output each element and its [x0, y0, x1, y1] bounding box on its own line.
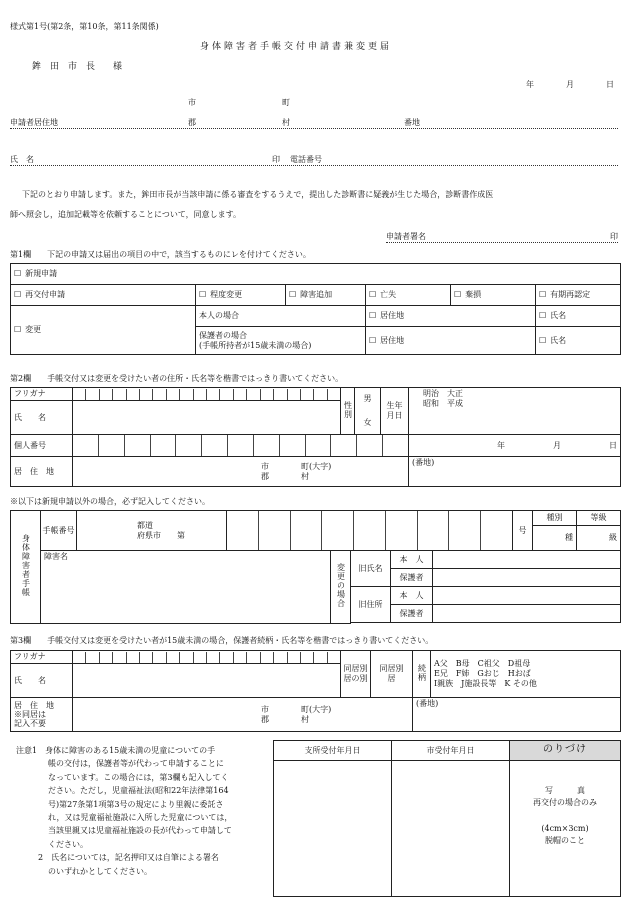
old-address-self-label: 本 人 — [391, 587, 433, 605]
relation-row-1[interactable]: A父 B母 C祖父 D祖母 — [434, 659, 531, 668]
photo-size-label: (4cm×3cm) — [541, 824, 589, 833]
residence-gun: 郡 — [261, 471, 269, 481]
checkbox-icon[interactable] — [369, 311, 380, 320]
guardian-residence-label: 居住地 — [380, 335, 405, 345]
relation-row-2[interactable]: E兄 F姉 Gおじ Hおば — [434, 669, 531, 678]
applicant-address-label: 申請者居住地 — [10, 118, 58, 127]
section1-title: 第1欄 下記の申請又は届出の項目の中で，該当するものにレを付けてください。 — [10, 250, 311, 259]
guardian-residence-label — [11, 698, 73, 732]
city-date-input[interactable] — [392, 761, 510, 897]
checkbox-icon[interactable] — [369, 336, 380, 345]
furigana-label: フリガナ — [11, 388, 73, 401]
address-machi: 町 — [282, 98, 290, 107]
option-change-label: 変更 — [25, 325, 42, 334]
option-change[interactable] — [11, 306, 196, 355]
note-line: ださい。ただし，児童福祉法(昭和22年法律第164 — [48, 786, 229, 796]
form-title: 身体障害者手帳交付申請書兼変更届 — [200, 42, 393, 52]
consent-text-2: 師へ照会し，追加記載等を依頼することについて，同意します。 — [10, 210, 242, 219]
dai-label: 第 — [177, 530, 185, 540]
option-grade-change[interactable] — [196, 285, 286, 306]
personal-no-input[interactable] — [73, 435, 409, 457]
era-heisei[interactable]: 平成 — [447, 399, 463, 408]
checkbox-icon[interactable] — [369, 290, 380, 299]
checkbox-icon[interactable] — [539, 311, 550, 320]
guardian-residence-input[interactable] — [73, 698, 413, 732]
option-disability-add-label: 障害追加 — [300, 290, 333, 299]
grade-input[interactable]: 級 — [577, 525, 621, 550]
section1-table — [10, 263, 621, 355]
sex-label: 性別 — [341, 388, 355, 435]
furigana-input[interactable] — [73, 388, 341, 401]
option-reissue[interactable] — [11, 285, 196, 306]
photo-label: 写 真 — [545, 786, 585, 795]
consent-text-1: 下記のとおり申請します。また，鉾田市長が当該申請に係る審査をするうえで，提出した診断書に疑義が生じた場合，診断書作成医 — [22, 190, 494, 199]
residence-shi: 市 — [261, 461, 269, 471]
note-line: れ，又は児童福祉施設に入所した児童については， — [48, 813, 233, 823]
g-residence-shi: 市 — [261, 704, 269, 714]
name-input[interactable] — [73, 401, 341, 435]
todofuken-label: 都道 — [137, 520, 153, 530]
guardian-name[interactable] — [536, 327, 621, 355]
guardian-case-text: 保護者の場合 — [199, 330, 247, 340]
disability-name-label: 障害名 — [44, 552, 68, 561]
guardian-name-label: 氏 名 — [11, 664, 73, 698]
birth-date-input[interactable] — [409, 435, 621, 457]
option-lost-label: 亡失 — [380, 290, 397, 299]
addressee: 鉾 田 市 長 様 — [32, 62, 123, 72]
address-banchi: 番地 — [404, 118, 420, 127]
checkbox-icon[interactable] — [454, 290, 465, 299]
personal-no-label: 個人番号 — [11, 435, 73, 457]
g-residence-machi: 町(大字) — [301, 704, 332, 714]
birth-day: 日 — [609, 440, 617, 450]
old-name-self-label: 本 人 — [391, 551, 433, 569]
signature-field[interactable] — [386, 242, 618, 243]
section2-table — [10, 387, 621, 487]
checkbox-icon[interactable] — [199, 290, 210, 299]
guardian-furigana-label: フリガナ — [11, 651, 73, 664]
applicant-address-field[interactable] — [10, 128, 618, 129]
checkbox-icon[interactable] — [539, 290, 550, 299]
old-name-guardian-label: 保護者 — [391, 569, 433, 587]
era-taisho[interactable]: 大正 — [447, 389, 463, 398]
old-address-label: 旧住所 — [351, 587, 391, 623]
applicant-name-field[interactable] — [10, 165, 618, 166]
option-damaged[interactable] — [451, 285, 536, 306]
era-meiji[interactable]: 明治 — [423, 389, 439, 398]
old-address-self-input[interactable] — [433, 587, 621, 605]
option-grade-change-label: 程度変更 — [210, 290, 243, 299]
option-renewal[interactable] — [536, 285, 621, 306]
option-lost[interactable] — [366, 285, 451, 306]
address-shi: 市 — [188, 98, 196, 107]
residence-mura: 村 — [301, 471, 309, 481]
section2-title: 第2欄 手帳交付又は変更を受けたい者の住所・氏名等を楷書ではっきり書いてください。 — [10, 374, 344, 383]
note-existing: ※以下は新規申請以外の場合，必ず記入してください。 — [10, 497, 210, 506]
old-name-guardian-input[interactable] — [433, 569, 621, 587]
signature-seal: 印 — [610, 232, 618, 241]
old-name-label: 旧氏名 — [351, 551, 391, 587]
residence-banchi[interactable]: (番地) — [409, 457, 621, 487]
cohabit-input[interactable]: 同居別居 — [371, 651, 413, 698]
section3-title: 第3欄 手帳交付又は変更を受けたい者が15歳未満の場合，保護者続柄・氏名等を楷書ではっきり書いてください。 — [10, 636, 434, 645]
note-line: 号)第27条第1項第3号の規定により里親に委託さ — [48, 799, 224, 809]
applicant-phone-label: 電話番号 — [290, 155, 322, 164]
residence-label: 居 住 地 — [11, 457, 73, 487]
guardian-furigana-input[interactable] — [73, 651, 341, 664]
relation-row-3[interactable]: I親族 J施設長等 K その他 — [434, 679, 537, 688]
option-damaged-label: 棄損 — [465, 290, 482, 299]
self-name[interactable] — [536, 306, 621, 327]
handbook-no-label: 手帳番号 — [41, 511, 77, 551]
residence-input[interactable] — [73, 457, 409, 487]
signature-label: 申請者署名 — [386, 232, 426, 241]
address-mura: 村 — [282, 118, 290, 127]
photo-area[interactable] — [510, 761, 621, 897]
old-address-guardian-label: 保護者 — [391, 605, 433, 623]
note-line: 帳の交付は，保護者等が代わって申請することに — [48, 759, 224, 769]
guardian-residence-banchi[interactable]: (番地) — [413, 698, 621, 732]
sex-options[interactable] — [355, 388, 381, 435]
guardian-case-note: (手帳所持者が15歳未満の場合) — [199, 340, 312, 350]
guardian-name-input[interactable] — [73, 664, 341, 698]
self-residence[interactable] — [366, 306, 536, 327]
handbook-side-label: 身体障害者手帳 — [11, 511, 41, 624]
self-residence-label: 居住地 — [380, 311, 405, 320]
applicant-seal: 印 — [272, 155, 280, 164]
guardian-residence-label-3: 記入不要 — [14, 719, 46, 729]
office-use-table — [273, 740, 621, 897]
handbook-table — [10, 510, 621, 624]
self-name-label: 氏名 — [550, 311, 567, 320]
note-line: 注意1 身体に障害のある15歳未満の児童についての手 — [16, 746, 216, 755]
g-residence-mura: 村 — [301, 714, 309, 724]
note-line: 当該里親又は児童福祉施設の長が代わって申請して — [48, 826, 232, 836]
handbook-prefecture[interactable] — [77, 511, 227, 551]
guardian-residence[interactable] — [366, 327, 536, 355]
date-year: 年 — [526, 80, 534, 89]
city-date-label: 市受付年月日 — [392, 741, 510, 761]
date-day: 日 — [606, 80, 614, 89]
birth-label: 生年月日 — [381, 388, 409, 435]
date-month: 月 — [566, 80, 574, 89]
name-label: 氏 名 — [11, 401, 73, 435]
note-line: 2 氏名については，記名押印又は自筆による署名 — [38, 853, 219, 863]
checkbox-icon[interactable] — [289, 290, 300, 299]
glue-label: のりづけ — [510, 741, 621, 761]
branch-date-input[interactable] — [274, 761, 392, 897]
grade-label: 等級 — [577, 511, 621, 526]
option-new[interactable] — [11, 264, 621, 285]
old-name-self-input[interactable] — [433, 551, 621, 569]
self-case-label: 本人の場合 — [196, 306, 366, 327]
checkbox-icon[interactable] — [14, 290, 25, 299]
form-number: 様式第1号(第2条，第10条，第11条関係) — [10, 22, 159, 31]
notes — [16, 744, 232, 878]
old-address-guardian-input[interactable] — [433, 605, 621, 623]
applicant-name-label: 氏 名 — [10, 155, 34, 164]
cohabit-label: 同居別居の別 — [341, 651, 371, 698]
address-gun: 郡 — [188, 118, 196, 127]
checkbox-icon[interactable] — [14, 325, 25, 334]
fukenshi-label: 府県市 — [137, 530, 161, 540]
photo-reissue-label: 再交付の場合のみ — [533, 798, 597, 807]
type-label: 種別 — [533, 511, 577, 526]
guardian-name-label: 氏名 — [550, 335, 567, 345]
option-new-label: 新規申請 — [25, 269, 58, 278]
relation-options[interactable] — [431, 651, 621, 698]
sex-female[interactable]: 女 — [363, 418, 372, 427]
handbook-number-input[interactable] — [227, 511, 513, 551]
residence-machi: 町(大字) — [301, 461, 332, 471]
change-case-label: 変更の場合 — [331, 551, 351, 624]
option-disability-add[interactable] — [286, 285, 366, 306]
branch-date-label: 支所受付年月日 — [274, 741, 392, 761]
checkbox-icon[interactable] — [539, 336, 550, 345]
go-label: 号 — [513, 511, 533, 551]
note-line: ください。 — [48, 839, 88, 849]
guardian-residence-label-2: ※同居は — [14, 709, 46, 719]
note-line: なっています。この場合には，第3欄も記入してく — [48, 772, 229, 782]
era-showa[interactable]: 昭和 — [423, 399, 439, 408]
guardian-case-label — [196, 327, 366, 355]
guardian-residence-label-1: 居 住 地 — [14, 700, 54, 710]
checkbox-icon[interactable] — [14, 269, 25, 278]
birth-era[interactable] — [409, 388, 621, 435]
relation-label: 続柄 — [413, 651, 431, 698]
sex-male[interactable]: 男 — [363, 394, 372, 403]
option-renewal-label: 有期再認定 — [550, 290, 591, 299]
section3-table — [10, 650, 621, 732]
option-reissue-label: 再交付申請 — [25, 290, 66, 299]
birth-year: 年 — [497, 440, 505, 450]
photo-hat-label: 脱帽のこと — [545, 836, 585, 845]
g-residence-gun: 郡 — [261, 714, 269, 724]
disability-name-field[interactable] — [41, 551, 331, 624]
type-input[interactable]: 種 — [533, 525, 577, 550]
note-line: のいずれかとしてください。 — [48, 866, 152, 876]
birth-month: 月 — [553, 440, 561, 450]
